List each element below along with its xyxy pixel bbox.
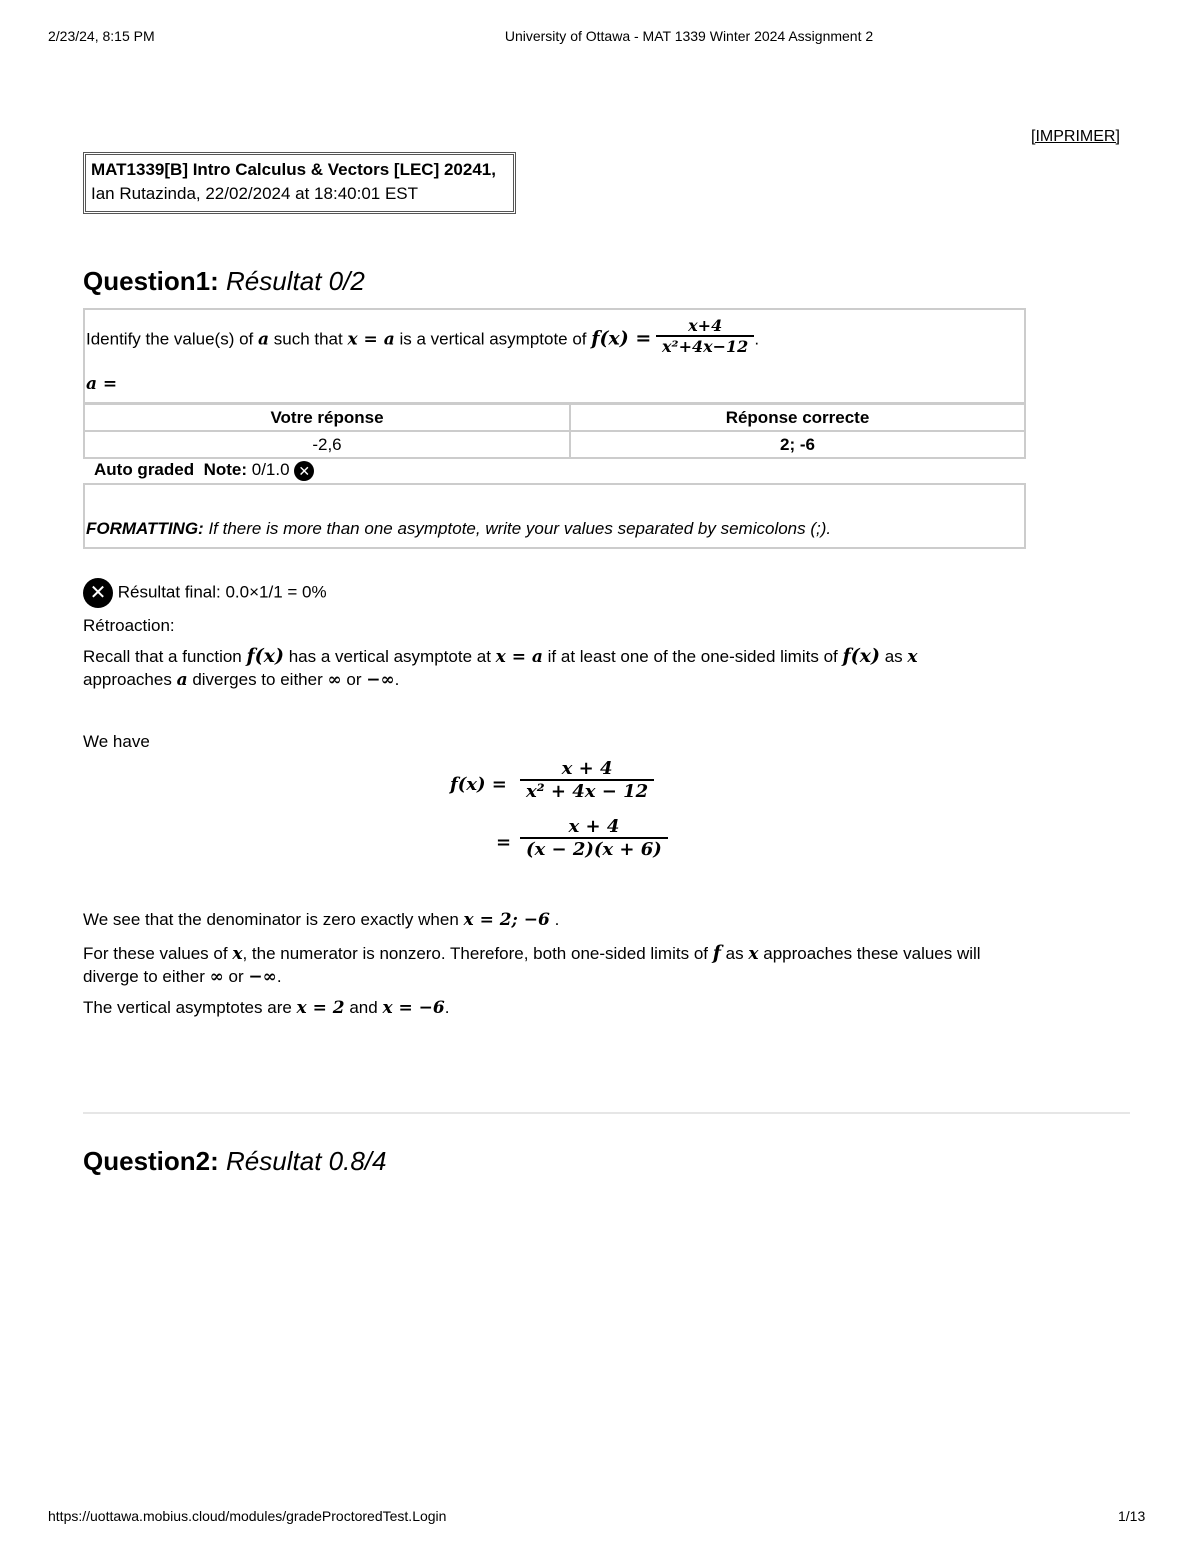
math-f: f [712, 942, 721, 964]
formatting-note [86, 519, 831, 539]
prompt-text: is a vertical asymptote of [399, 329, 587, 349]
print-link[interactable]: [IMPRIMER] [1031, 128, 1120, 145]
math-x: x [748, 944, 759, 964]
math-negative-infinity: −∞ [248, 967, 277, 987]
fraction-numerator: x + 4 [568, 816, 620, 837]
math-solution: x = 2; −6 [463, 910, 550, 930]
answer-table [83, 403, 1026, 459]
feedback-line-5 [83, 967, 282, 987]
page-number: 1/13 [1118, 1508, 1146, 1524]
math-infinity: ∞ [327, 670, 342, 690]
your-answer-cell: -2,6 [84, 431, 570, 458]
correct-answer-cell: 2; -6 [570, 431, 1025, 458]
question-1-score: Résultat 0/2 [226, 266, 365, 296]
formatting-text: If there is more than one asymptote, write your values separated by semicolons (;). [208, 519, 832, 538]
column-header-correct-answer: Réponse correcte [570, 404, 1025, 431]
math-negative-infinity: −∞ [366, 670, 395, 690]
math-x: x [907, 647, 918, 667]
question-2-score: Résultat 0.8/4 [226, 1146, 387, 1176]
feedback-text: as [725, 944, 744, 963]
equation-lhs: f(x) = [450, 774, 507, 795]
formatting-label: FORMATTING: [86, 519, 204, 538]
feedback-label: Rétroaction: [83, 616, 175, 635]
math-x-equals-a: x = a [495, 647, 543, 667]
feedback-line-4 [83, 942, 981, 964]
math-x: x [232, 944, 243, 964]
we-have-text: We have [83, 732, 150, 751]
math-x-equals-a: x = a [347, 329, 395, 350]
feedback-text: We see that the denominator is zero exactly when [83, 910, 459, 929]
fraction-numerator: x+4 [688, 316, 723, 335]
math-f-of-x: f(x) [842, 645, 880, 667]
prompt-text: Identify the value(s) of [86, 329, 254, 349]
feedback-text: approaches [83, 670, 172, 689]
math-infinity: ∞ [209, 967, 224, 987]
question-1-prompt: Identify the value(s) of a such that x = a is a vertical asymptote of f(x) = $\frac{x+4}{\text{x²+4x−12}}$ . [86, 316, 760, 356]
feedback-text: or [346, 670, 362, 689]
fraction-denominator: x²+4x−12 [656, 335, 754, 356]
incorrect-icon: ✕ [294, 461, 314, 481]
math-a: a [176, 670, 188, 690]
feedback-text: or [228, 967, 244, 986]
student-line: Ian Rutazinda, 22/02/2024 at 18:40:01 EST [91, 184, 419, 203]
section-divider [83, 1112, 1130, 1114]
feedback-line-6 [83, 998, 449, 1018]
feedback-text: Recall that a function [83, 647, 242, 666]
feedback-text: The vertical asymptotes are [83, 998, 292, 1017]
feedback-line-1 [83, 645, 918, 667]
equation-fraction-1 [520, 758, 654, 802]
final-result-line [83, 578, 327, 608]
grade-line [94, 460, 314, 481]
math-f-of-x: f(x) [246, 645, 284, 667]
question-1-label: Question1: [83, 266, 219, 296]
final-result: Résultat final: 0.0×1/1 = 0% [117, 582, 327, 602]
feedback-text: as [884, 647, 903, 666]
display-equation [450, 758, 710, 876]
course-name: MAT1339[B] Intro Calculus & Vectors [LEC] 20241, [91, 160, 496, 179]
question-1-title [83, 266, 365, 297]
answer-label: a = [86, 374, 118, 394]
question-2-label: Question2: [83, 1146, 219, 1176]
feedback-text: if at least one of the one-sided limits of [547, 647, 838, 666]
auto-graded-label: Auto graded [94, 460, 195, 479]
feedback-line-3 [83, 910, 559, 930]
feedback-line-2 [83, 670, 399, 690]
question-1-prompt-box [83, 308, 1026, 404]
print-title: University of Ottawa - MAT 1339 Winter 2024 Assignment 2 [504, 28, 874, 44]
fraction-denominator: (x − 2)(x + 6) [520, 837, 668, 860]
feedback-text: . [444, 998, 450, 1017]
feedback-text: For these values of [83, 944, 228, 963]
math-a: a [258, 329, 270, 350]
math-asymptote-2: x = −6 [382, 998, 445, 1018]
prompt-text: such that [273, 329, 343, 349]
feedback-text: . [554, 910, 560, 929]
fraction-numerator: x + 4 [561, 758, 613, 779]
feedback-text: and [349, 998, 378, 1017]
fraction-denominator: x² + 4x − 12 [520, 779, 654, 802]
equation-fraction-2 [520, 816, 668, 860]
equation-equals: = [496, 832, 512, 853]
note-value: 0/1.0 [251, 460, 290, 479]
question-2-title [83, 1146, 386, 1177]
column-header-your-answer: Votre réponse [84, 404, 570, 431]
feedback-text: , the numerator is nonzero. Therefore, both one-sided limits of [242, 944, 708, 963]
feedback-text: . [276, 967, 282, 986]
feedback-text: approaches these values will [763, 944, 981, 963]
feedback-text: . [394, 670, 400, 689]
math-fraction [656, 316, 754, 356]
incorrect-large-icon: ✕ [83, 578, 113, 608]
feedback-text: diverges to either [192, 670, 323, 689]
print-datetime: 2/23/24, 8:15 PM [48, 28, 155, 44]
note-label: Note: [203, 460, 248, 479]
feedback-text: diverge to either [83, 967, 205, 986]
math-f-of-x: f(x) = [591, 327, 652, 350]
math-asymptote-1: x = 2 [296, 998, 345, 1018]
course-info-box [83, 152, 516, 214]
feedback-text: has a vertical asymptote at [288, 647, 491, 666]
print-url: https://uottawa.mobius.cloud/modules/gradeProctoredTest.Login [48, 1508, 447, 1524]
formatting-note-box [83, 483, 1026, 549]
